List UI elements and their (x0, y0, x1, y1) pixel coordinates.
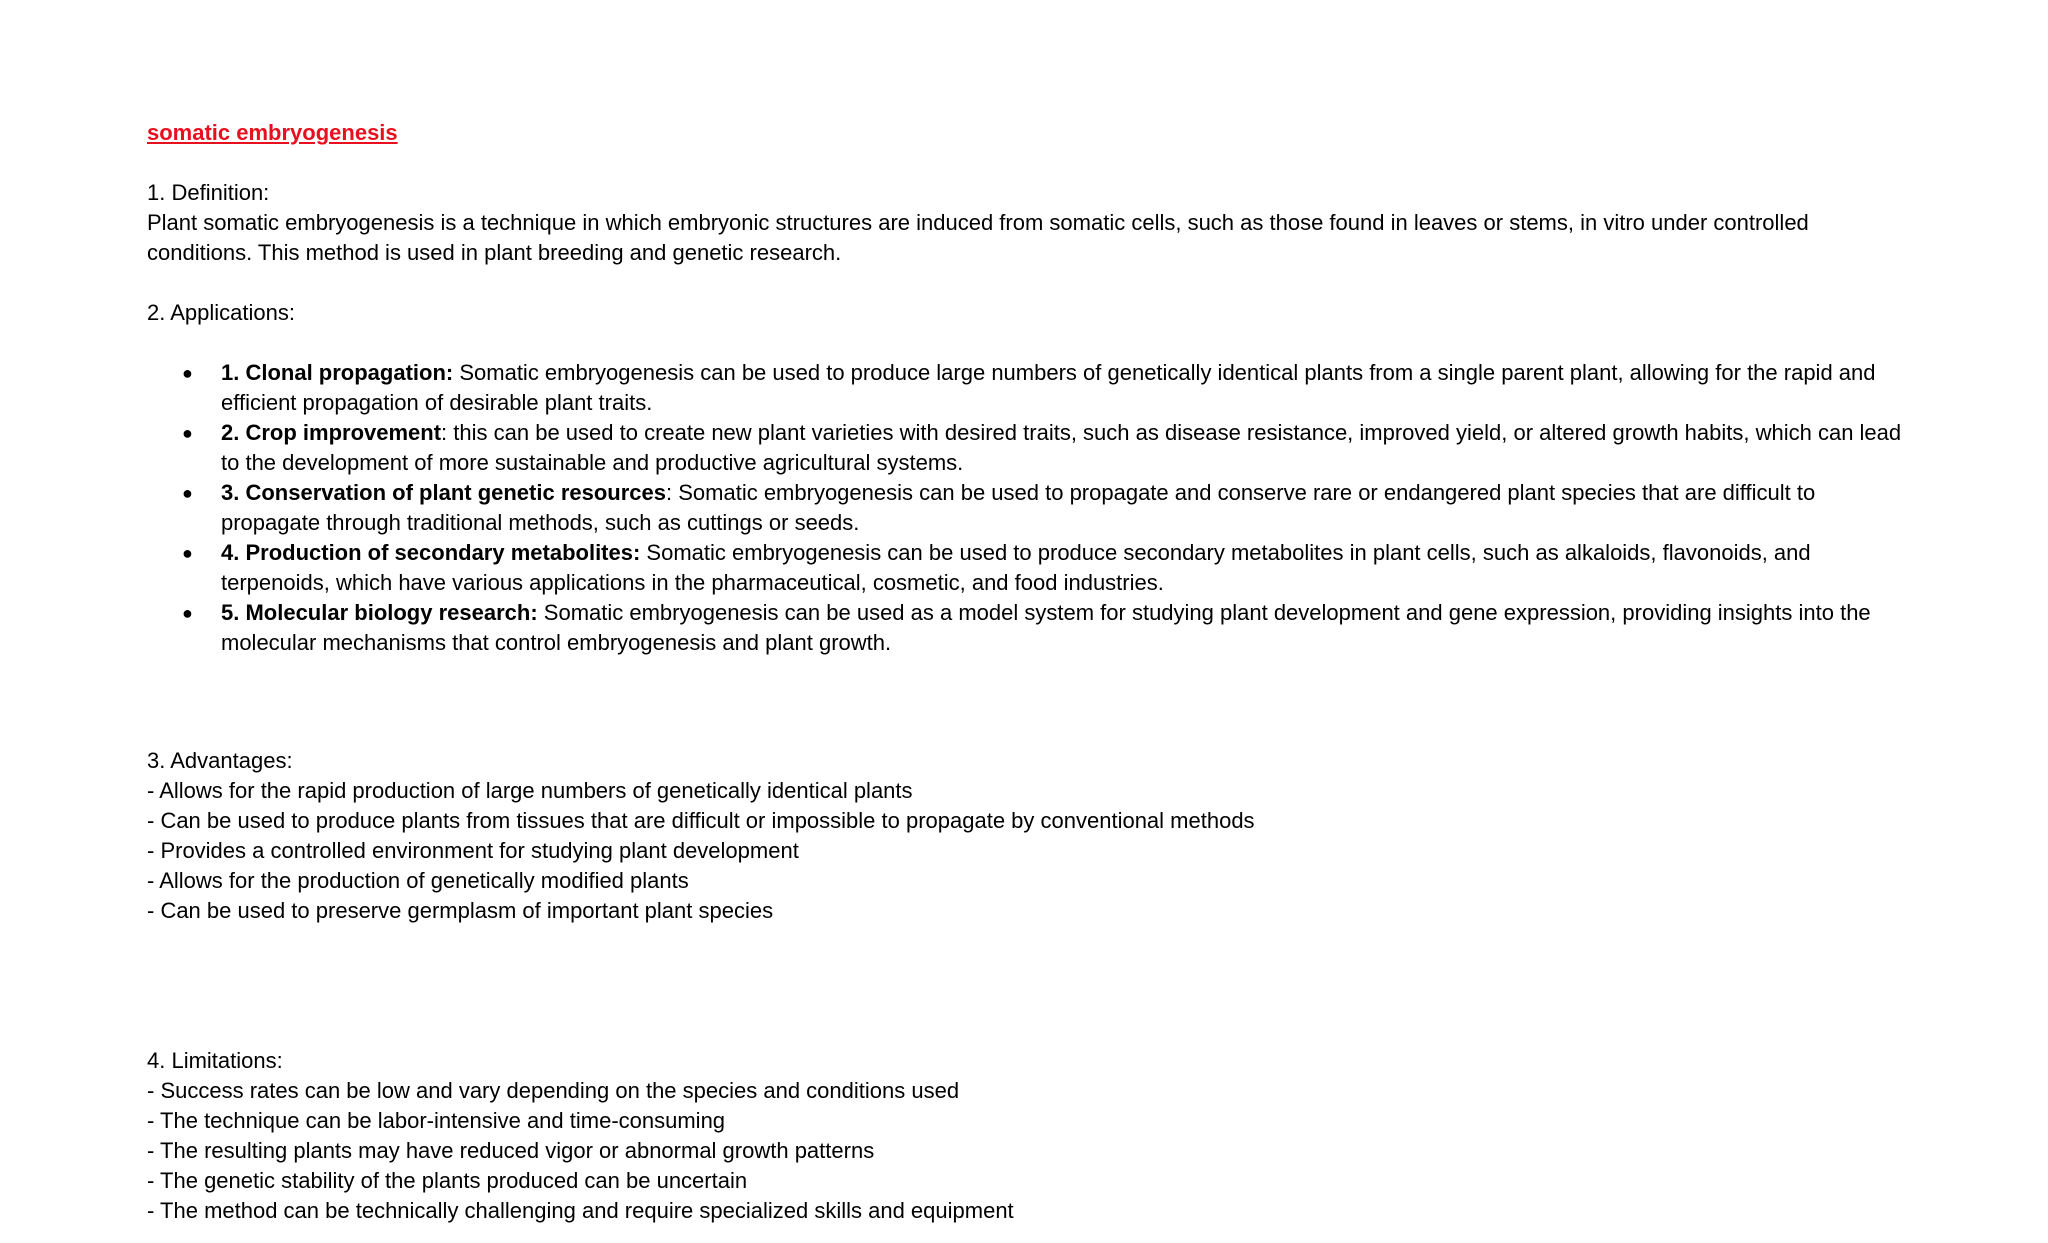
application-item-5 (147, 598, 1917, 658)
limitations-heading: 4. Limitations: (147, 1048, 283, 1073)
document-page (147, 118, 1947, 1226)
application-item-title: 4. Production of secondary metabolites: (221, 540, 641, 565)
document-title: somatic embryogenesis (147, 120, 398, 145)
spacer (147, 148, 1947, 178)
bullet-icon: ● (182, 423, 193, 443)
applications-list (147, 358, 1947, 658)
application-item-4 (147, 538, 1917, 598)
spacer (147, 926, 1947, 1016)
bullet-icon: ● (182, 603, 193, 623)
limitation-item: - The genetic stability of the plants produced can be uncertain (147, 1168, 748, 1193)
advantages-heading: 3. Advantages: (147, 748, 293, 773)
application-item-title: 1. Clonal propagation: (221, 360, 454, 385)
definition-text: Plant somatic embryogenesis is a technique in which embryonic structures are induced from somatic cells, such as those found in leaves or stems, in vitro under controlled conditions. This method is used in plant breeding and genetic research. (147, 210, 1809, 265)
application-item-text: : this can be used to create new plant varieties with desired traits, such as disease resistance, improved yield, or altered growth habits, which can lead to the development of more sustainable and productive agricultural systems. (221, 420, 1902, 475)
spacer (147, 658, 1947, 746)
spacer (147, 268, 1947, 298)
application-item-title: 5. Molecular biology research: (221, 600, 538, 625)
application-item-2 (147, 418, 1917, 478)
application-item-3 (147, 478, 1917, 538)
application-item-text: : Somatic embryogenesis can be used to propagate and conserve rare or endangered plant species that are difficult to propagate through traditional methods, such as cuttings or seeds. (221, 480, 1816, 535)
advantage-item: - Allows for the rapid production of large numbers of genetically identical plants (147, 778, 913, 803)
applications-heading: 2. Applications: (147, 300, 295, 325)
application-item-text: Somatic embryogenesis can be used as a model system for studying plant development and gene expression, providing insights into the molecular mechanisms that control embryogenesis and plant growth. (221, 600, 1871, 655)
application-item-1 (147, 358, 1917, 418)
definition-heading: 1. Definition: (147, 180, 270, 205)
limitation-item: - Success rates can be low and vary depending on the species and conditions used (147, 1078, 960, 1103)
advantage-item: - Provides a controlled environment for studying plant development (147, 838, 799, 863)
limitation-item: - The resulting plants may have reduced vigor or abnormal growth patterns (147, 1138, 875, 1163)
bullet-icon: ● (182, 543, 193, 563)
bullet-icon: ● (182, 483, 193, 503)
application-item-text: Somatic embryogenesis can be used to produce large numbers of genetically identical plants from a single parent plant, allowing for the rapid and efficient propagation of desirable plant traits. (221, 360, 1876, 415)
application-item-title: 2. Crop improvement (221, 420, 442, 445)
advantage-item: - Can be used to produce plants from tissues that are difficult or impossible to propagate by conventional methods (147, 808, 1255, 833)
limitation-item: - The technique can be labor-intensive and time-consuming (147, 1108, 726, 1133)
limitation-item: - The method can be technically challenging and require specialized skills and equipment (147, 1198, 1014, 1223)
bullet-icon: ● (182, 363, 193, 383)
advantage-item: - Allows for the production of genetically modified plants (147, 868, 689, 893)
spacer (147, 1016, 1947, 1046)
spacer (147, 328, 1947, 358)
advantage-item: - Can be used to preserve germplasm of important plant species (147, 898, 774, 923)
application-item-title: 3. Conservation of plant genetic resources (221, 480, 667, 505)
application-item-text: Somatic embryogenesis can be used to produce secondary metabolites in plant cells, such as alkaloids, flavonoids, and terpenoids, which have various applications in the pharmaceutical, cosmetic, and food industries. (221, 540, 1811, 595)
